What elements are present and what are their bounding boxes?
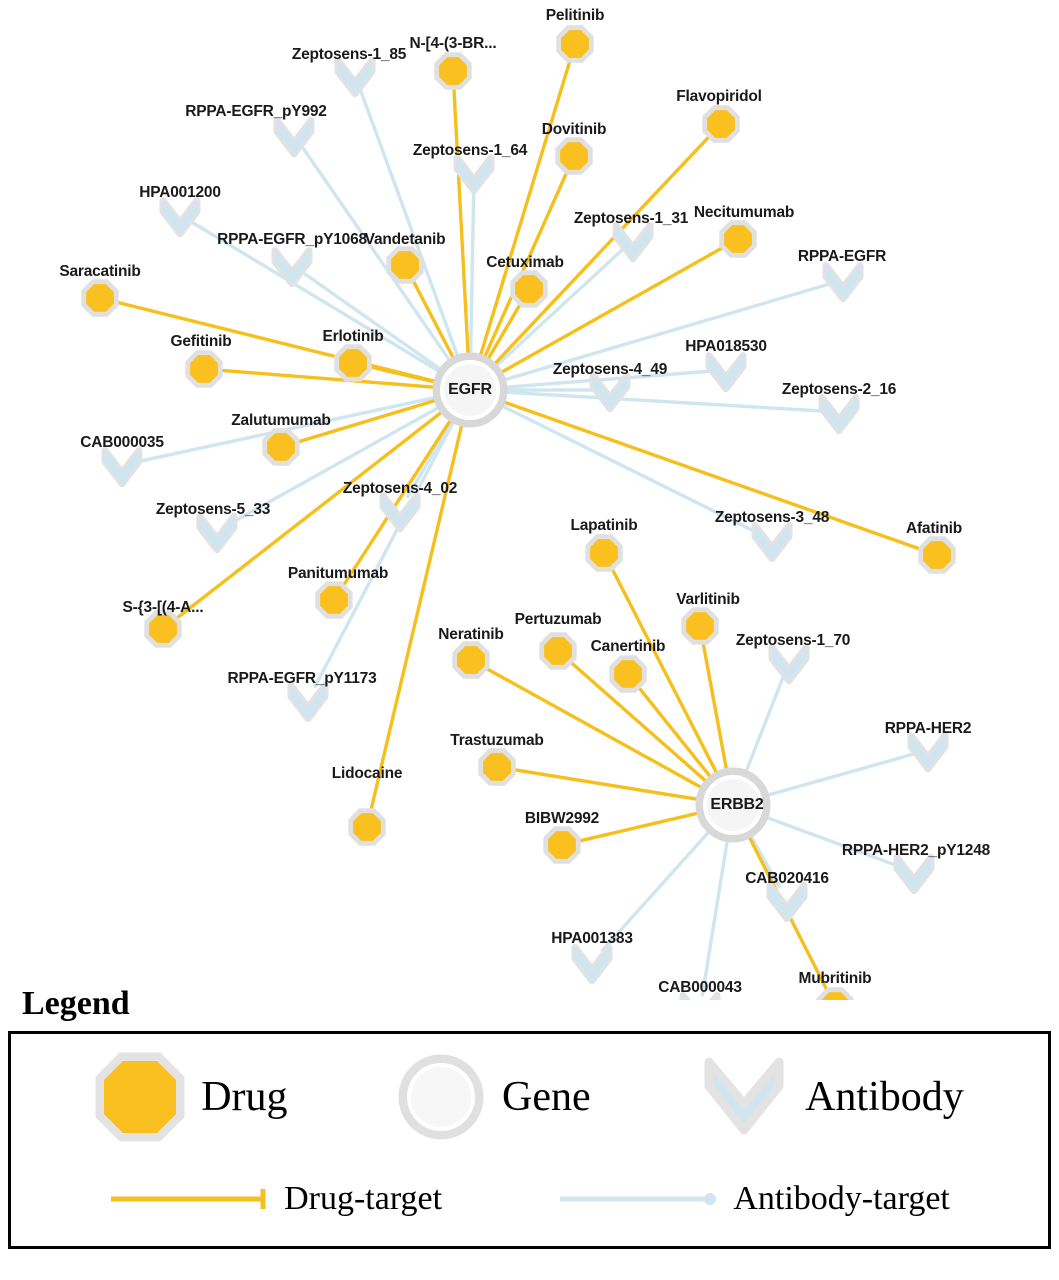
antibody-node-label: HPA001383 [551, 930, 633, 947]
drug-node[interactable] [391, 251, 419, 279]
drug-node-label: Cetuximab [486, 254, 564, 271]
antibody-node-label: Zeptosens-1_64 [412, 142, 528, 159]
drug-node[interactable] [457, 646, 485, 674]
edge-drug-target [479, 57, 571, 361]
antibody-node-label: Zeptosens-3_48 [714, 509, 830, 526]
legend-label-antibody: Antibody [805, 1073, 964, 1120]
drug-node-label: Lapatinib [570, 517, 638, 534]
drug-node[interactable] [561, 30, 589, 58]
antibody-node-label: RPPA-EGFR_pY992 [185, 103, 327, 120]
edge-antibody-target [500, 392, 825, 411]
antibody-node-label: Zeptosens-1_85 [291, 46, 407, 63]
edge-drug-target [342, 415, 454, 588]
antibody-node-label: CAB020416 [745, 870, 829, 887]
legend-edges-row [11, 1159, 1048, 1239]
antibody-node-label: Zeptosens-2_16 [781, 381, 897, 398]
legend-title: Legend [22, 985, 130, 1022]
gene-node-label: ERBB2 [710, 796, 764, 813]
gene-node-label: EGFR [448, 381, 492, 398]
drug-target-edge-icon [109, 1186, 274, 1212]
legend-label-antibody-target: Antibody-target [733, 1180, 950, 1217]
legend-label-drug-target: Drug-target [284, 1180, 443, 1217]
drug-node-label: N-[4-(3-BR... [409, 35, 497, 52]
antibody-node-label: RPPA-HER2_pY1248 [841, 842, 991, 859]
gene-icon [396, 1052, 486, 1142]
drug-node-label: S-{3-[(4-A... [122, 599, 204, 616]
legend [8, 985, 1051, 1249]
legend-item-drug-target [109, 1180, 442, 1218]
legend-item-antibody-target [558, 1180, 950, 1218]
edge-antibody-target [471, 186, 474, 360]
antibody-node-label: RPPA-EGFR [797, 248, 887, 265]
edge-drug-target [637, 685, 714, 782]
drug-node[interactable] [439, 57, 467, 85]
drug-node-label: Varlitinib [676, 591, 740, 608]
drug-node[interactable] [149, 615, 177, 643]
drug-node-label: Neratinib [438, 626, 504, 643]
drug-node-label: Pertuzumab [514, 611, 602, 628]
drug-node-label: Flavopiridol [676, 88, 762, 105]
legend-item-antibody [699, 1052, 964, 1142]
edge-antibody-target [744, 675, 784, 777]
drug-node-label: BIBW2992 [524, 810, 600, 827]
edge-drug-target [367, 366, 441, 383]
antibody-node-label: CAB000035 [80, 434, 164, 451]
drug-node-label: Mubritinib [798, 970, 872, 987]
antibody-target-edge-icon [558, 1186, 723, 1212]
edge-antibody-target [360, 88, 460, 362]
drug-node[interactable] [724, 225, 752, 253]
antibody-node-label: HPA001200 [139, 184, 221, 201]
legend-label-drug: Drug [201, 1073, 288, 1120]
legend-item-gene [396, 1052, 591, 1142]
drug-node[interactable] [548, 831, 576, 859]
drug-node-label: Necitumumab [693, 204, 795, 221]
drug-node[interactable] [707, 110, 735, 138]
drug-node[interactable] [686, 612, 714, 640]
antibody-node-label: Zeptosens-4_02 [342, 480, 458, 497]
drug-node-label: Erlotinib [322, 328, 384, 345]
drug-node[interactable] [190, 355, 218, 383]
drug-node-label: Afatinib [905, 520, 963, 537]
drug-node-label: Gefitinib [170, 333, 232, 350]
legend-box [8, 1031, 1051, 1249]
drug-node-label: Zalutumumab [231, 412, 331, 429]
edge-antibody-target [762, 754, 915, 797]
drug-node[interactable] [560, 142, 588, 170]
antibody-node-label: RPPA-HER2 [884, 720, 972, 737]
antibody-node-label: Zeptosens-1_70 [735, 632, 851, 649]
drug-node-label: Pelitinib [545, 7, 605, 24]
drug-node-label: Dovitinib [541, 121, 607, 138]
antibody-node-label: Zeptosens-5_33 [155, 501, 271, 518]
antibody-node-label: CAB000043 [658, 979, 742, 996]
drug-node[interactable] [86, 284, 114, 312]
drug-node[interactable] [614, 660, 642, 688]
legend-item-drug [95, 1052, 287, 1142]
edge-drug-target [454, 85, 469, 360]
antibody-node-label: Zeptosens-1_31 [573, 210, 689, 227]
edge-drug-target [491, 134, 712, 368]
edge-antibody-target [702, 835, 728, 997]
drug-node-label: Vandetanib [364, 231, 446, 248]
legend-label-gene: Gene [502, 1073, 591, 1120]
drug-node[interactable] [339, 349, 367, 377]
drug-node[interactable] [353, 813, 381, 841]
drug-node-label: Panitumumab [287, 565, 389, 582]
antibody-node-label: HPA018530 [685, 338, 767, 355]
antibody-node-label: RPPA-EGFR_pY1173 [227, 670, 377, 687]
drug-node-label: Canertinib [590, 638, 666, 655]
drug-node[interactable] [483, 753, 511, 781]
drug-node[interactable] [544, 637, 572, 665]
drug-icon [95, 1052, 185, 1142]
edge-drug-target [498, 400, 924, 550]
drug-node-label: Lidocaine [331, 765, 403, 782]
drug-node-label: Trastuzumab [450, 732, 544, 749]
antibody-node-label: RPPA-EGFR_pY1068 [217, 231, 367, 248]
drug-node[interactable] [590, 539, 618, 567]
legend-shapes-row [11, 1034, 1048, 1159]
drug-node[interactable] [515, 275, 543, 303]
antibody-node-label: Zeptosens-4_49 [552, 361, 668, 378]
drug-node[interactable] [267, 433, 295, 461]
drug-node[interactable] [320, 586, 348, 614]
drug-node[interactable] [923, 541, 951, 569]
drug-node-label: Saracatinib [59, 263, 141, 280]
antibody-icon [699, 1052, 789, 1142]
